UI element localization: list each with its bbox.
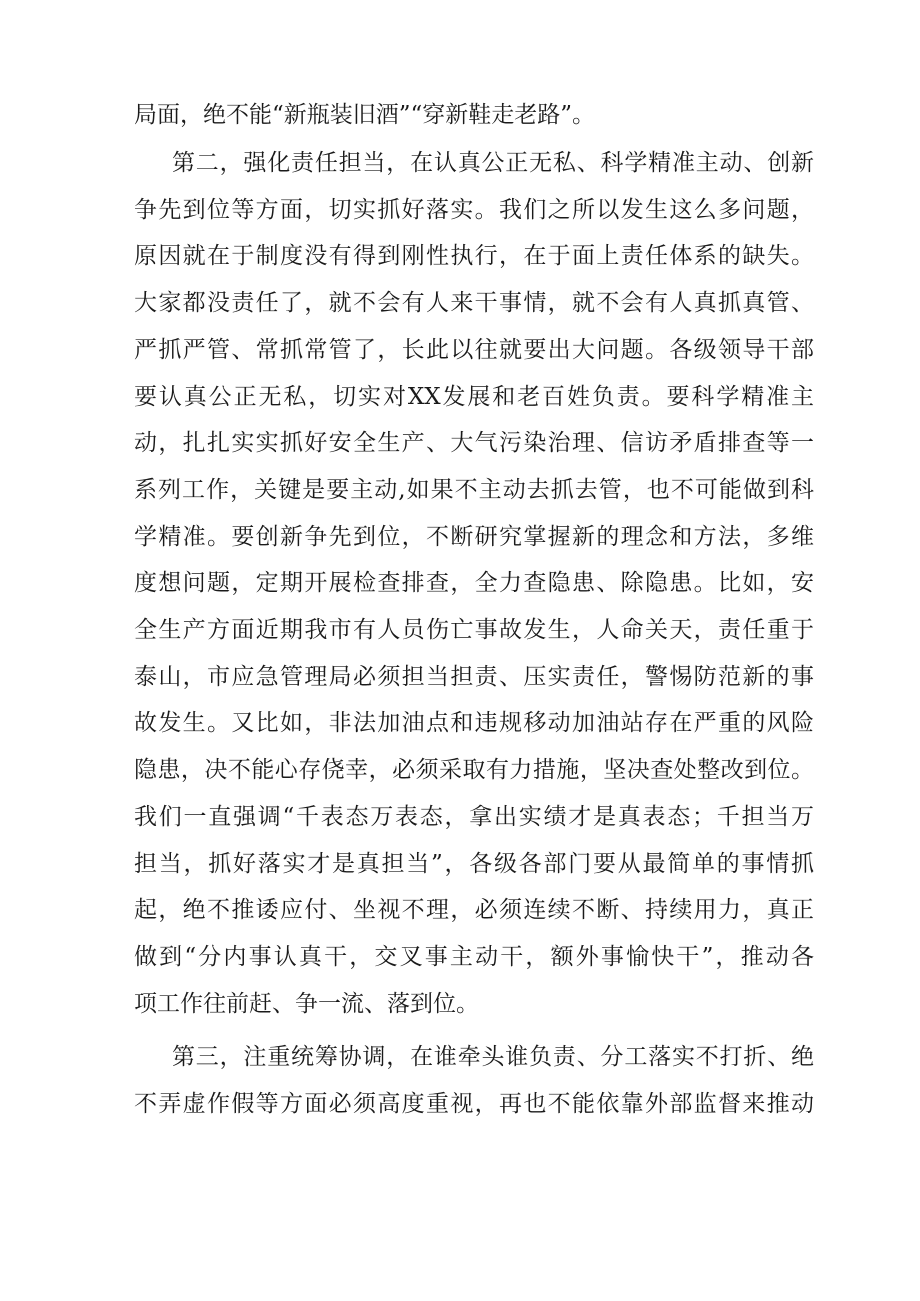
paragraph-2-line-5: 严抓严管、常抓常管了，长此以往就要出大问题。各级领导干部: [134, 337, 814, 363]
paragraph-2-line-11: 全生产方面近期我市有人员伤亡事故发生，人命关天，责任重于: [134, 617, 814, 643]
paragraph-2-line-7: 动，扎扎实实抓好安全生产、大气污染治理、信访矛盾排查等一: [134, 430, 814, 456]
paragraph-2-line-4: 大家都没责任了，就不会有人来干事情，就不会有人真抓真管、: [134, 290, 814, 316]
paragraph-2-line-13: 故发生。又比如，非法加油点和违规移动加油站存在严重的风险: [134, 710, 814, 736]
paragraph-2-line-19: 项工作往前赶、争一流、落到位。: [134, 991, 479, 1017]
paragraph-2-line-9: 学精准。要创新争先到位，不断研究掌握新的理念和方法，多维: [134, 524, 814, 550]
paragraph-2-line-17: 起，绝不推诿应付、坐视不理，必须连续不断、持续用力，真正: [134, 897, 814, 923]
paragraph-3-line-2: 不弄虚作假等方面必须高度重视，再也不能依靠外部监督来推动: [134, 1091, 814, 1117]
paragraph-3-line-1: 第三，注重统筹协调，在谁牵头谁负责、分工落实不打折、绝: [172, 1044, 814, 1070]
paragraph-2-line-16: 担当，抓好落实才是真担当”，各级各部门要从最简单的事情抓: [134, 851, 814, 877]
paragraph-1-line-1: 局面，绝不能“新瓶装旧酒”“穿新鞋走老路”。: [134, 102, 596, 128]
paragraph-2-line-1: 第二，强化责任担当，在认真公正无私、科学精准主动、创新: [172, 150, 814, 176]
paragraph-2-line-6: 要认真公正无私，切实对XX发展和老百姓负责。要科学精准主: [134, 384, 814, 410]
paragraph-2-line-3: 原因就在于制度没有得到刚性执行，在于面上责任体系的缺失。: [134, 243, 814, 269]
paragraph-2-line-15: 我们一直强调“千表态万表态，拿出实绩才是真表态；千担当万: [134, 804, 814, 830]
paragraph-2-line-8: 系列工作，关键是要主动,如果不主动去抓去管，也不可能做到科: [134, 477, 814, 503]
paragraph-2-line-14: 隐患，决不能心存侥幸，必须采取有力措施，坚决查处整改到位。: [134, 757, 814, 783]
paragraph-2-line-10: 度想问题，定期开展检查排查，全力查隐患、除隐患。比如，安: [134, 570, 814, 596]
paragraph-2-line-18: 做到“分内事认真干，交叉事主动干，额外事愉快干”，推动各: [134, 944, 814, 970]
paragraph-2-line-12: 泰山，市应急管理局必须担当担责、压实责任，警惕防范新的事: [134, 664, 814, 690]
paragraph-2-line-2: 争先到位等方面，切实抓好落实。我们之所以发生这么多问题，: [134, 197, 814, 223]
